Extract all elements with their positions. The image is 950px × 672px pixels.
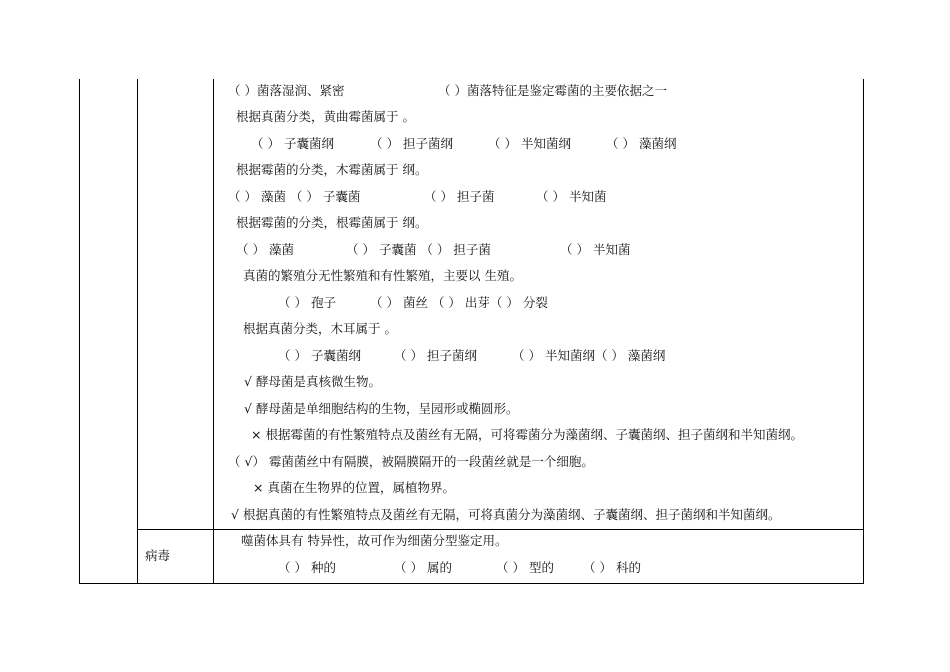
- virus-row-divider: [137, 529, 864, 530]
- question-line: （ ） 属的: [394, 560, 452, 575]
- question-line: 根据霉菌的分类，根霉菌属于 纲。: [236, 215, 428, 230]
- question-line: （ ） 孢子: [278, 295, 336, 310]
- table-border-bottom: [79, 583, 864, 584]
- table-border-left: [79, 79, 80, 584]
- question-line: （ ） 担子菌纲: [394, 348, 477, 363]
- question-line: （ ） 子囊菌纲: [251, 136, 334, 151]
- question-line: × 根据霉菌的有性繁殖特点及菌丝有无隔，可将霉菌分为藻菌纲、子囊菌纲、担子菌纲和半知菌纲。: [251, 427, 803, 442]
- question-line: （ ） 菌丝 （ ） 出芽（ ） 分裂: [370, 295, 548, 310]
- virus-category-label: 病毒: [145, 548, 171, 563]
- question-line: 真菌的繁殖分无性繁殖和有性繁殖，主要以 生殖。: [243, 268, 522, 283]
- table-border-right: [863, 79, 864, 584]
- question-line: （ ） 担子菌: [424, 189, 495, 204]
- question-line: （ ） 藻菌 （ ） 子囊菌: [228, 189, 361, 204]
- question-line: √ 酵母菌是单细胞结构的生物，呈园形或椭圆形。: [244, 401, 519, 416]
- question-line: （ ） 半知菌纲（ ） 藻菌纲: [512, 348, 666, 363]
- question-line: √ 根据真菌的有性繁殖特点及菌丝有无隔，可将真菌分为藻菌纲、子囊菌纲、担子菌纲和半知菌纲。: [231, 507, 781, 522]
- question-line: （ ） 藻菌纲: [606, 136, 677, 151]
- question-line: （ ） 藻菌: [236, 242, 294, 257]
- question-line: 根据真菌分类，黄曲霉菌属于 。: [236, 109, 415, 124]
- question-line: （ ） 种的: [278, 560, 336, 575]
- question-line: 根据霉菌的分类，木霉菌属于 纲。: [236, 162, 428, 177]
- question-line: （ ） 科的: [583, 560, 641, 575]
- question-line: √ 酵母菌是真核微生物。: [244, 374, 381, 389]
- question-line: × 真菌在生物界的位置，属植物界。: [253, 480, 455, 495]
- table-divider-1: [137, 79, 138, 584]
- question-line: （ ）菌落湿润、紧密: [228, 83, 345, 98]
- question-line: （ ） 半知菌: [536, 189, 607, 204]
- question-line: 噬菌体具有 特异性，故可作为细菌分型鉴定用。: [241, 533, 508, 548]
- question-line: （ ） 担子菌纲: [370, 136, 453, 151]
- question-line: （ ） 子囊菌纲: [278, 348, 361, 363]
- question-line: （ ） 半知菌纲: [488, 136, 571, 151]
- table-divider-2: [213, 79, 214, 584]
- question-line: （ ） 型的: [496, 560, 554, 575]
- question-line: 根据真菌分类，木耳属于 。: [243, 321, 397, 336]
- question-line: （ ）菌落特征是鉴定霉菌的主要依据之一: [438, 83, 667, 98]
- question-line: （ √） 霉菌菌丝中有隔膜，被隔膜隔开的一段菌丝就是一个细胞。: [228, 454, 594, 469]
- question-line: （ ） 半知菌: [560, 242, 631, 257]
- question-line: （ ） 子囊菌 （ ） 担子菌: [346, 242, 491, 257]
